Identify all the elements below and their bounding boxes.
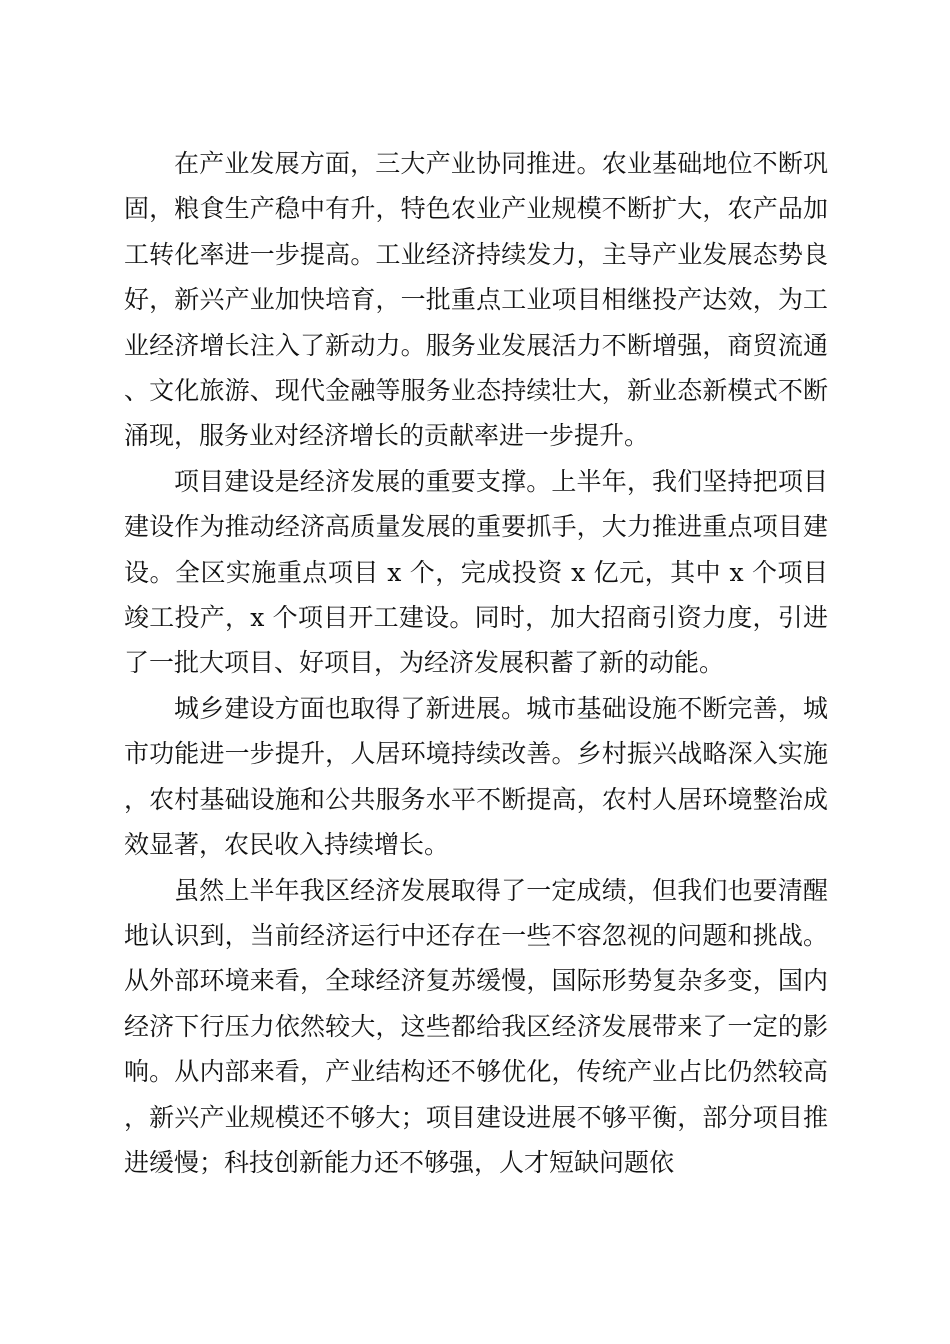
document-body <box>124 141 828 1185</box>
paragraph-project-construction: 项目建设是经济发展的重要支撑。上半年，我们坚持把项目建设作为推动经济高质量发展的重要抓手，大力推进重点项目建设。全区实施重点项目 x 个，完成投资 x 亿元，其中 x 个项目竣工投产，x 个项目开工建设。同时，加大招商引资力度，引进了一批大项目、好项目，为经济发展积蓄了新的动能。 <box>124 466 828 678</box>
paragraph-problems-challenges: 虽然上半年我区经济发展取得了一定成绩，但我们也要清醒地认识到，当前经济运行中还存在一些不容忽视的问题和挑战。从外部环境来看，全球经济复苏缓慢，国际形势复杂多变，国内经济下行压力依然较大，这些都给我区经济发展带来了一定的影响。从内部来看，产业结构还不够优化，传统产业占比仍然较高，新兴产业规模还不够大；项目建设进展不够平衡，部分项目推进缓慢；科技创新能力还不够强，人才短缺问题依 <box>124 875 828 1177</box>
paragraph-industry-development: 在产业发展方面，三大产业协同推进。农业基础地位不断巩固，粮食生产稳中有升，特色农业产业规模不断扩大，农产品加工转化率进一步提高。工业经济持续发力，主导产业发展态势良好，新兴产业加快培育，一批重点工业项目相继投产达效，为工业经济增长注入了新动力。服务业发展活力不断增强，商贸流通、文化旅游、现代金融等服务业态持续壮大，新业态新模式不断涌现，服务业对经济增长的贡献率进一步提升。 <box>124 149 828 451</box>
paragraph-urban-rural-construction: 城乡建设方面也取得了新进展。城市基础设施不断完善，城市功能进一步提升，人居环境持续改善。乡村振兴战略深入实施，农村基础设施和公共服务水平不断提高，农村人居环境整治成效显著，农民收入持续增长。 <box>124 693 828 860</box>
